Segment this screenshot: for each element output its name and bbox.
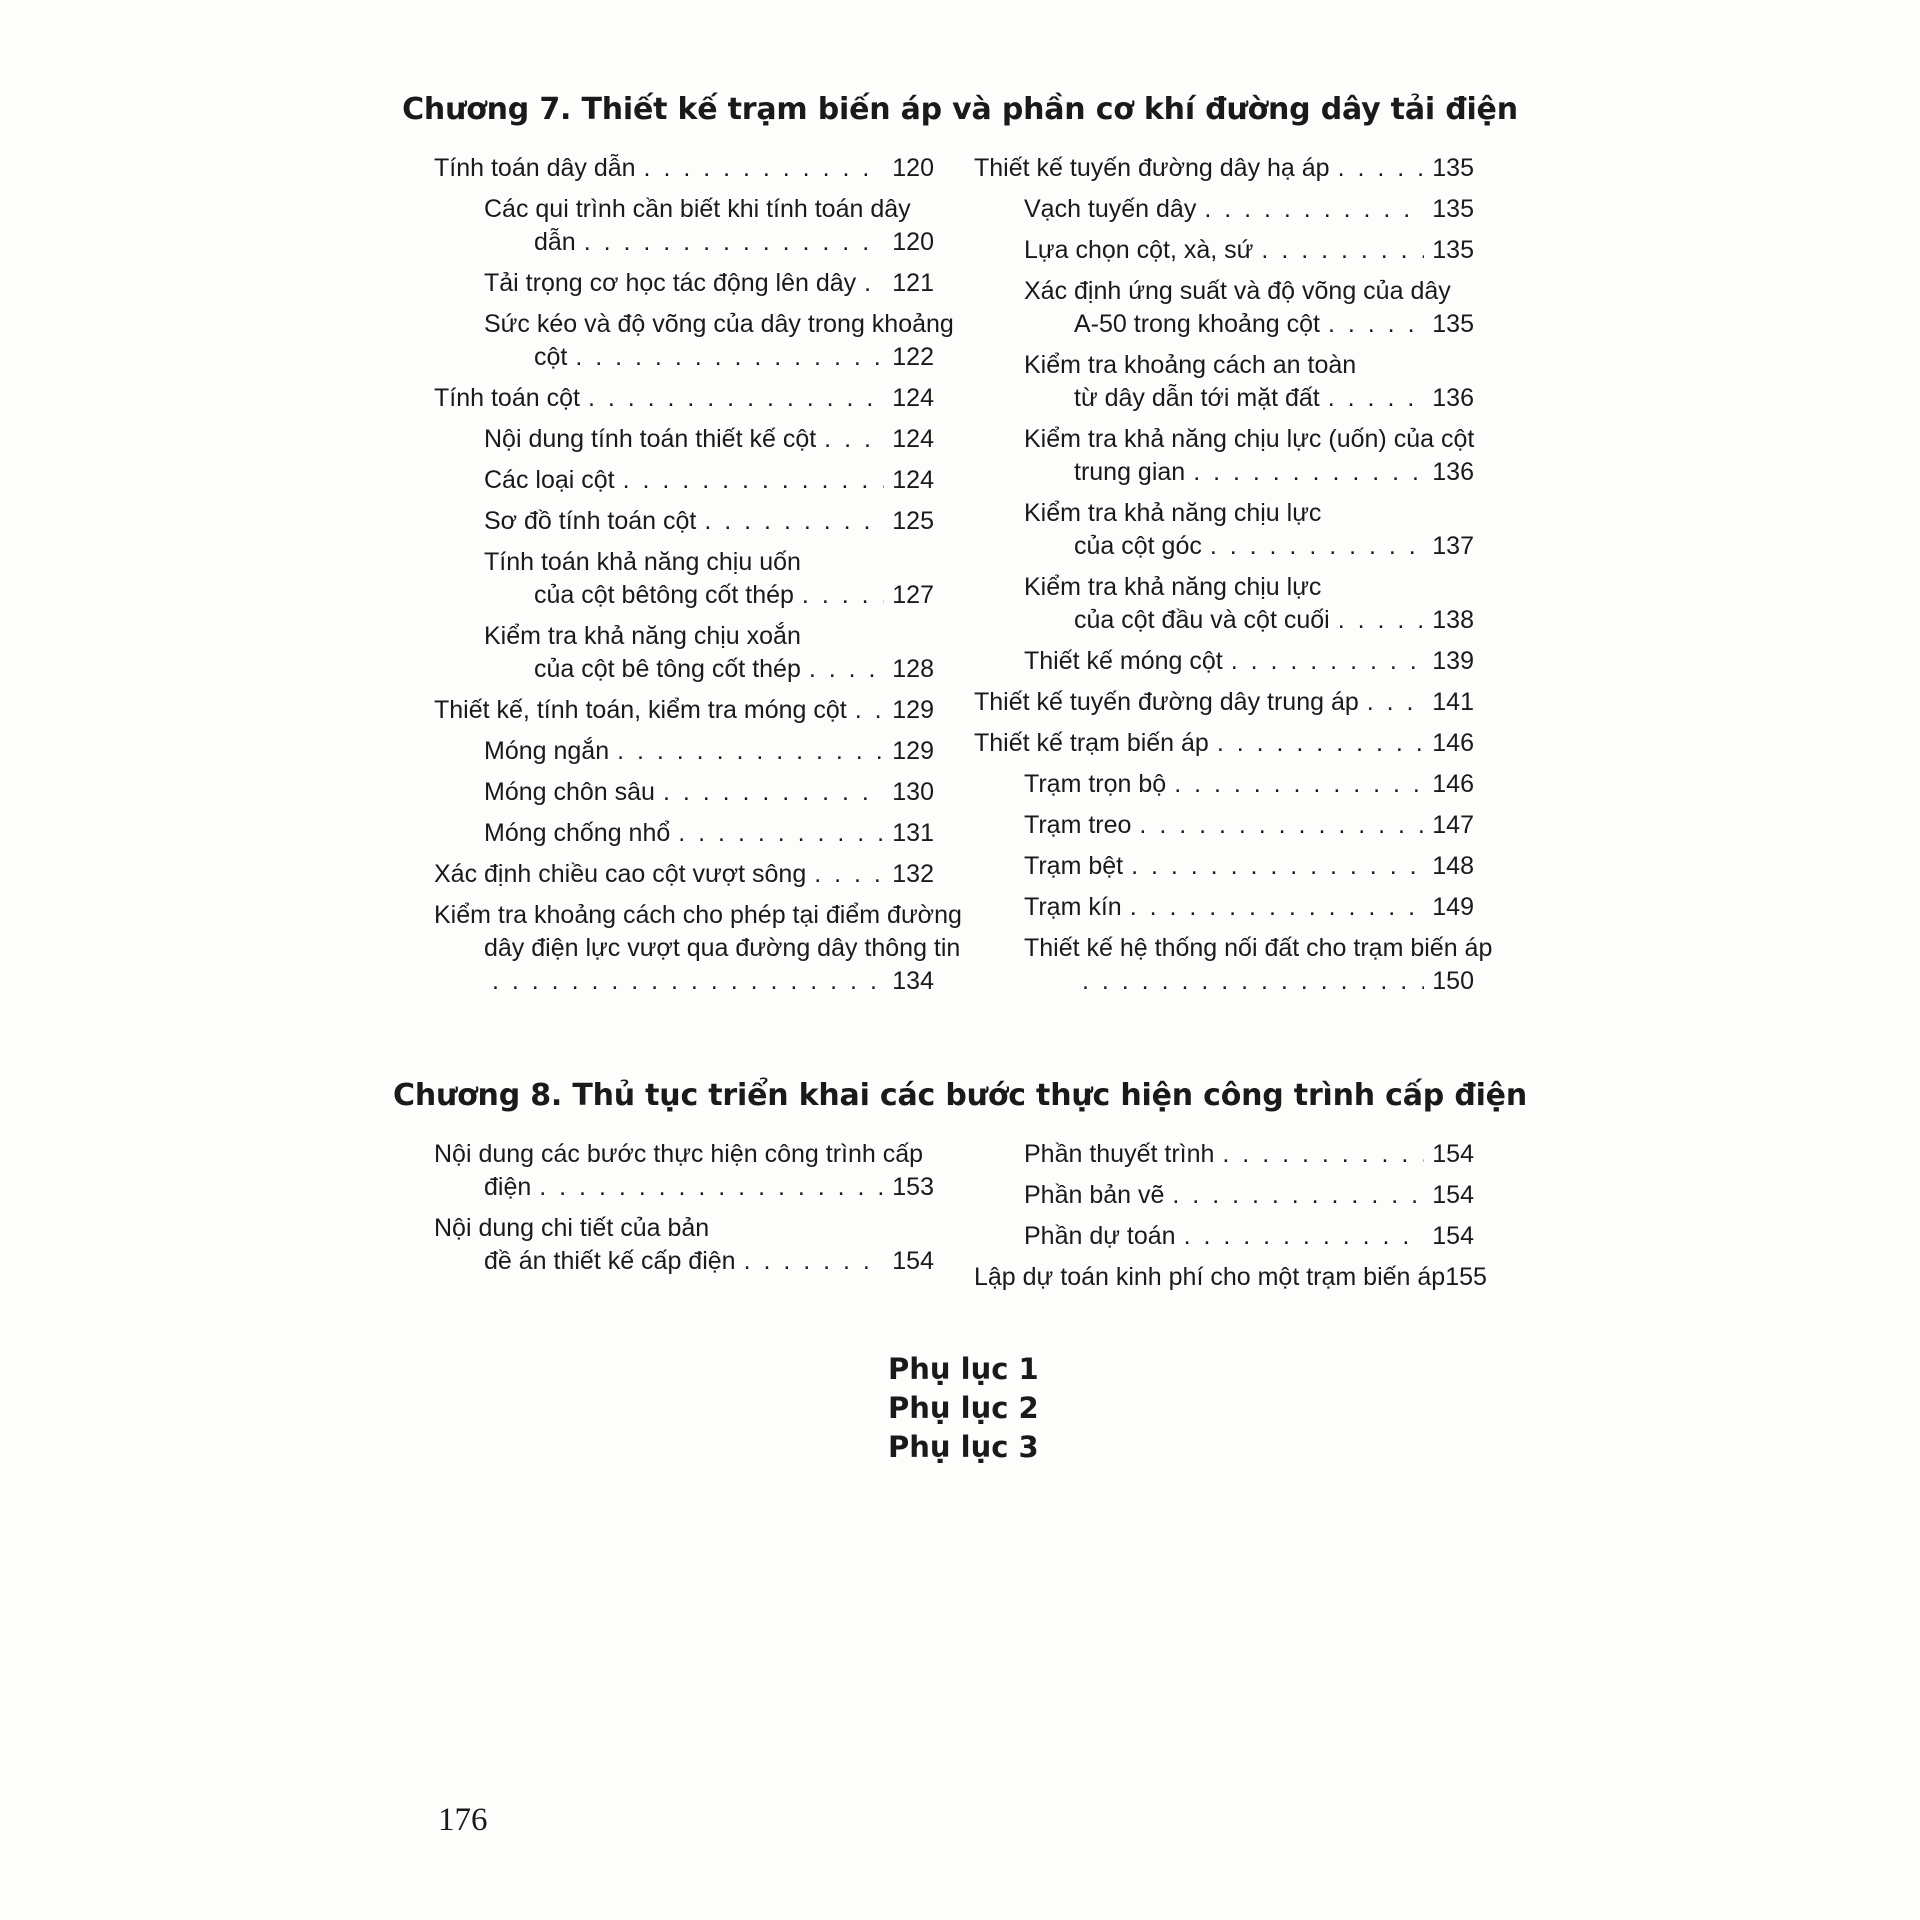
toc-entry-text: Tính toán khả năng chịu uốn <box>484 548 801 576</box>
toc-entry <box>434 267 934 300</box>
toc-entry-text: Xác định ứng suất và độ võng của dây <box>1024 277 1451 305</box>
toc-entry-text: Vạch tuyến dây <box>1024 195 1197 223</box>
appendix-item: Phụ lục 1 <box>888 1352 1039 1386</box>
toc-page-number: 138 <box>1432 606 1474 634</box>
toc-entry <box>974 850 1474 883</box>
chapter-7-right-column <box>974 152 1493 1006</box>
dot-leader <box>1217 727 1424 760</box>
toc-page-number: 146 <box>1432 729 1474 757</box>
toc-entry-text: Móng ngắn <box>484 737 610 765</box>
toc-page-number: 147 <box>1432 811 1474 839</box>
toc-entry <box>434 1138 934 1204</box>
dot-leader <box>744 1245 885 1278</box>
toc-page-number: 150 <box>1432 967 1474 995</box>
toc-page-number: 134 <box>892 967 934 995</box>
toc-entry-text: của cột góc <box>1074 532 1202 560</box>
dot-leader <box>623 464 885 497</box>
dot-leader <box>1204 193 1424 226</box>
toc-entry-text: Lập dự toán kinh phí cho một trạm biến áp <box>974 1263 1446 1291</box>
toc-page-number: 154 <box>892 1247 934 1275</box>
chapter-8-left-column <box>434 1138 934 1286</box>
toc-page-number: 135 <box>1432 195 1474 223</box>
dot-leader <box>575 341 884 374</box>
toc-page-number: 148 <box>1432 852 1474 880</box>
toc-entry-text: Kiểm tra khoảng cách cho phép tại điểm đường <box>434 901 962 929</box>
toc-page-number: 137 <box>1432 532 1474 560</box>
toc-entry-text: Trạm treo <box>1024 811 1132 839</box>
dot-leader <box>1172 1179 1424 1212</box>
toc-page-number: 135 <box>1432 310 1474 338</box>
toc-page-number: 125 <box>892 507 934 535</box>
toc-entry-text: Tính toán dây dẫn <box>434 154 636 182</box>
toc-entry-text: cột <box>534 343 568 371</box>
toc-entry-text: của cột bê tông cốt thép <box>534 655 801 683</box>
toc-entry <box>974 932 1493 998</box>
toc-entry <box>434 505 934 538</box>
dot-leader <box>864 267 884 300</box>
dot-leader <box>1184 1220 1425 1253</box>
dot-leader <box>1130 891 1425 924</box>
toc-entry-text: Trạm trọn bộ <box>1024 770 1167 798</box>
chapter-7-title: Chương 7. Thiết kế trạm biến áp và phần cơ khí đường dây tải điện <box>402 92 1518 127</box>
dot-leader <box>1222 1138 1424 1171</box>
toc-page-number: 131 <box>892 819 934 847</box>
toc-page-number: 136 <box>1432 384 1474 412</box>
toc-entry <box>974 645 1474 678</box>
toc-entry-text: của cột bêtông cốt thép <box>534 581 794 609</box>
toc-entry <box>974 727 1474 760</box>
dot-leader <box>1174 768 1424 801</box>
toc-entry-text: Thiết kế tuyến đường dây hạ áp <box>974 154 1330 182</box>
toc-entry <box>434 423 934 456</box>
dot-leader <box>809 653 884 686</box>
toc-page-number: 155 <box>1445 1263 1487 1291</box>
page-number: 176 <box>438 1802 488 1838</box>
toc-entry <box>974 1138 1474 1171</box>
toc-entry <box>434 193 934 259</box>
toc-page-number: 135 <box>1432 154 1474 182</box>
toc-entry <box>434 546 934 612</box>
toc-entry <box>434 620 934 686</box>
toc-entry-text: Kiểm tra khả năng chịu xoắn <box>484 622 801 650</box>
dot-leader <box>588 382 884 415</box>
toc-entry <box>974 497 1474 563</box>
toc-entry-text: Nội dung các bước thực hiện công trình cấp <box>434 1140 924 1168</box>
dot-leader <box>1210 530 1424 563</box>
dot-leader <box>1338 604 1425 637</box>
toc-entry <box>434 899 962 998</box>
toc-page-number: 129 <box>892 737 934 765</box>
dot-leader <box>1328 382 1425 415</box>
dot-leader <box>1328 308 1424 341</box>
toc-entry <box>974 423 1474 489</box>
toc-entry <box>974 1220 1474 1253</box>
toc-entry <box>974 275 1474 341</box>
toc-page-number: 153 <box>892 1173 934 1201</box>
toc-entry-text: trung gian <box>1074 458 1186 486</box>
toc-entry <box>974 686 1474 719</box>
toc-page-number: 135 <box>1432 236 1474 264</box>
toc-page-number: 136 <box>1432 458 1474 486</box>
toc-page-number: 154 <box>1432 1140 1474 1168</box>
toc-entry <box>974 193 1474 226</box>
toc-page-number: 120 <box>892 228 934 256</box>
toc-entry <box>974 891 1474 924</box>
toc-page-number: 130 <box>892 778 934 806</box>
toc-entry-text: của cột đầu và cột cuối <box>1074 606 1330 634</box>
toc-page-number: 154 <box>1432 1181 1474 1209</box>
dot-leader <box>617 735 884 768</box>
dot-leader <box>539 1171 884 1204</box>
toc-entry-text: Các loại cột <box>484 466 615 494</box>
toc-entry-text: Móng chống nhổ <box>484 819 671 847</box>
dot-leader <box>584 226 885 259</box>
chapter-8-title: Chương 8. Thủ tục triển khai các bước thực hiện công trình cấp điện <box>393 1078 1527 1113</box>
toc-entry-text: Thiết kế, tính toán, kiểm tra móng cột <box>434 696 847 724</box>
toc-entry-text: từ dây dẫn tới mặt đất <box>1074 384 1320 412</box>
toc-page-number: 141 <box>1432 688 1474 716</box>
toc-entry-text: Phần dự toán <box>1024 1222 1176 1250</box>
toc-page-number: 124 <box>892 384 934 412</box>
toc-entry <box>434 308 954 374</box>
dot-leader <box>663 776 884 809</box>
toc-entry-text: Kiểm tra khả năng chịu lực <box>1024 499 1322 527</box>
dot-leader <box>492 965 884 998</box>
toc-entry-text: Kiểm tra khả năng chịu lực <box>1024 573 1322 601</box>
dot-leader <box>1261 234 1424 267</box>
toc-entry <box>974 234 1474 267</box>
toc-entry <box>974 349 1474 415</box>
toc-entry <box>974 1179 1474 1212</box>
toc-page-number: 154 <box>1432 1222 1474 1250</box>
toc-entry <box>974 1261 1487 1294</box>
appendix-list <box>888 1350 1039 1467</box>
toc-page-number: 127 <box>892 581 934 609</box>
toc-entry <box>434 382 934 415</box>
dot-leader <box>824 423 884 456</box>
appendix-item: Phụ lục 3 <box>888 1430 1039 1464</box>
dot-leader <box>1139 809 1424 842</box>
toc-entry-text: Trạm kín <box>1024 893 1122 921</box>
toc-page-number: 128 <box>892 655 934 683</box>
chapter-8-right-column <box>974 1138 1487 1302</box>
toc-entry-text: Xác định chiều cao cột vượt sông <box>434 860 807 888</box>
toc-entry-text: Trạm bệt <box>1024 852 1124 880</box>
toc-entry-text: Sơ đồ tính toán cột <box>484 507 697 535</box>
toc-page-number: 129 <box>892 696 934 724</box>
appendix-item: Phụ lục 2 <box>888 1391 1039 1425</box>
dot-leader <box>1131 850 1424 883</box>
toc-entry-text: Thiết kế tuyến đường dây trung áp <box>974 688 1359 716</box>
dot-leader <box>814 858 884 891</box>
toc-entry-text: Nội dung chi tiết của bản <box>434 1214 710 1242</box>
toc-entry-text: điện <box>484 1173 532 1201</box>
toc-entry-text: Thiết kế hệ thống nối đất cho trạm biến áp <box>1024 934 1493 962</box>
dot-leader <box>802 579 884 612</box>
dot-leader <box>644 152 885 185</box>
toc-page-number: 124 <box>892 466 934 494</box>
toc-entry-text: Phần thuyết trình <box>1024 1140 1215 1168</box>
toc-entry <box>434 776 934 809</box>
toc-entry <box>434 858 934 891</box>
toc-entry-text: Kiểm tra khoảng cách an toàn <box>1024 351 1357 379</box>
toc-page-number: 146 <box>1432 770 1474 798</box>
toc-entry-text: Thiết kế móng cột <box>1024 647 1223 675</box>
toc-page-number: 139 <box>1432 647 1474 675</box>
toc-entry <box>974 809 1474 842</box>
toc-page-number: 120 <box>892 154 934 182</box>
toc-entry <box>434 464 934 497</box>
toc-entry-text: Sức kéo và độ võng của dây trong khoảng <box>484 310 954 338</box>
toc-page-number: 122 <box>892 343 934 371</box>
toc-entry-text: dây điện lực vượt qua đường dây thông tin <box>484 934 961 962</box>
toc-entry <box>974 768 1474 801</box>
toc-entry <box>434 735 934 768</box>
toc-entry-text: Phần bản vẽ <box>1024 1181 1165 1209</box>
toc-entry-text: Thiết kế trạm biến áp <box>974 729 1209 757</box>
dot-leader <box>1193 456 1424 489</box>
toc-entry-text: đề án thiết kế cấp điện <box>484 1247 736 1275</box>
toc-entry <box>974 152 1474 185</box>
toc-entry <box>434 152 934 185</box>
toc-page-number: 121 <box>892 269 934 297</box>
toc-entry-text: Móng chôn sâu <box>484 778 655 806</box>
dot-leader <box>704 505 884 538</box>
dot-leader <box>1082 965 1424 998</box>
toc-entry <box>974 571 1474 637</box>
dot-leader <box>1367 686 1425 719</box>
toc-page-number: 149 <box>1432 893 1474 921</box>
toc-entry-text: Tính toán cột <box>434 384 580 412</box>
toc-entry-text: dẫn <box>534 228 576 256</box>
toc-entry-text: Lựa chọn cột, xà, sứ <box>1024 236 1254 264</box>
dot-leader <box>1231 645 1425 678</box>
toc-entry-text: Các qui trình cần biết khi tính toán dây <box>484 195 911 223</box>
toc-entry-text: Tải trọng cơ học tác động lên dây <box>484 269 857 297</box>
dot-leader <box>1338 152 1425 185</box>
toc-entry-text: Nội dung tính toán thiết kế cột <box>484 425 817 453</box>
toc-page-number: 124 <box>892 425 934 453</box>
toc-page-number: 132 <box>892 860 934 888</box>
toc-entry <box>434 694 934 727</box>
toc-entry <box>434 817 934 850</box>
dot-leader <box>855 694 885 727</box>
dot-leader <box>678 817 884 850</box>
chapter-7-left-column <box>434 152 962 1006</box>
toc-entry-text: A-50 trong khoảng cột <box>1074 310 1320 338</box>
toc-entry <box>434 1212 934 1278</box>
toc-entry-text: Kiểm tra khả năng chịu lực (uốn) của cột <box>1024 425 1475 453</box>
